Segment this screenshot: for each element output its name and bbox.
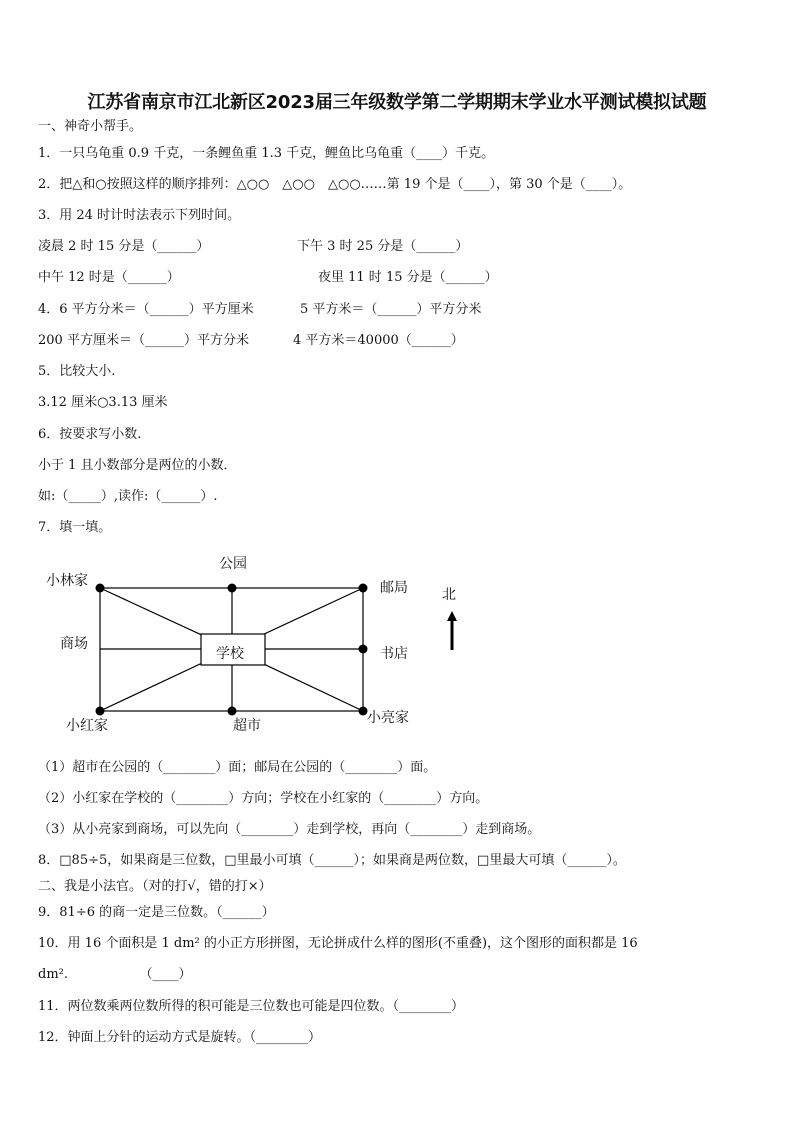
label-xiaoliang-home: 小亮家 (367, 710, 409, 726)
question-9: 9．81÷6 的商一定是三位数。（______） (38, 905, 275, 920)
question-8: 8．□85÷5，如果商是三位数，□里最小可填（______）；如果商是两位数，□里最大可填（______）。 (38, 853, 626, 868)
question-6: 6．按要求写小数. (38, 427, 142, 442)
label-mall: 商场 (60, 636, 88, 652)
question-3-c: 中午 12 时是（______） (38, 270, 180, 285)
question-7-3: （3）从小亮家到商场，可以先向（________）走到学校，再向（________）走到商场。 (38, 822, 541, 837)
question-4-b: 5 平方米＝（______）平方分米 (300, 302, 482, 317)
label-xiaolin-home: 小林家 (46, 573, 88, 589)
label-school: 学校 (216, 646, 244, 662)
map-diagram (36, 548, 476, 744)
question-10: 10．用 16 个面积是 1 dm² 的小正方形拼图，无论拼成什么样的图形(不重叠)，这个图形的面积都是 16 (38, 936, 638, 951)
question-7-2: （2）小红家在学校的（________）方向；学校在小红家的（________）方向。 (38, 791, 489, 806)
label-park: 公园 (219, 556, 247, 572)
question-10-cont: dm². （____） (38, 967, 192, 982)
label-supermarket: 超市 (233, 718, 261, 734)
label-xiaohong-home: 小红家 (66, 718, 108, 734)
label-bookstore: 书店 (380, 646, 408, 662)
question-5-item: 3.12 厘米○3.13 厘米 (38, 395, 168, 410)
question-12: 12．钟面上分针的运动方式是旋转。（________） (38, 1030, 322, 1045)
label-post-office: 邮局 (380, 580, 408, 596)
question-3: 3．用 24 时计时法表示下列时间。 (38, 208, 241, 223)
question-3-d: 夜里 11 时 15 分是（______） (318, 270, 498, 285)
question-1: 1．一只乌龟重 0.9 千克，一条鲤鱼重 1.3 千克，鲤鱼比乌龟重（____）千克。 (38, 146, 495, 161)
question-3-a: 凌晨 2 时 15 分是（______） (38, 239, 210, 254)
label-north: 北 (442, 587, 456, 603)
question-4-a: 4．6 平方分米＝（______）平方厘米 (38, 302, 254, 317)
question-7: 7．填一填。 (38, 520, 112, 535)
question-4-d: 4 平方米＝40000（______） (293, 333, 464, 348)
question-6-answer: 如:（_____）,读作:（______）. (38, 489, 218, 504)
question-3-b: 下午 3 时 25 分是（______） (297, 239, 469, 254)
question-11: 11．两位数乘两位数所得的积可能是三位数也可能是四位数。（________） (38, 999, 465, 1014)
question-4-c: 200 平方厘米＝（______）平方分米 (38, 333, 249, 348)
question-5: 5．比较大小. (38, 364, 116, 379)
question-7-1: （1）超市在公园的（________）面；邮局在公园的（________）面。 (38, 760, 437, 775)
question-2: 2．把△和○按照这样的顺序排列：△○○ △○○ △○○……第 19 个是（____），第 30 个是（____）。 (38, 177, 632, 192)
section-heading: 一、神奇小帮手。 (38, 119, 143, 134)
question-6-desc: 小于 1 且小数部分是两位的小数． (38, 458, 237, 473)
page-title: 江苏省南京市江北新区2023届三年级数学第二学期期末学业水平测试模拟试题 (87, 92, 707, 113)
section-heading-2: 二、我是小法官。（对的打√，错的打×） (38, 879, 272, 894)
